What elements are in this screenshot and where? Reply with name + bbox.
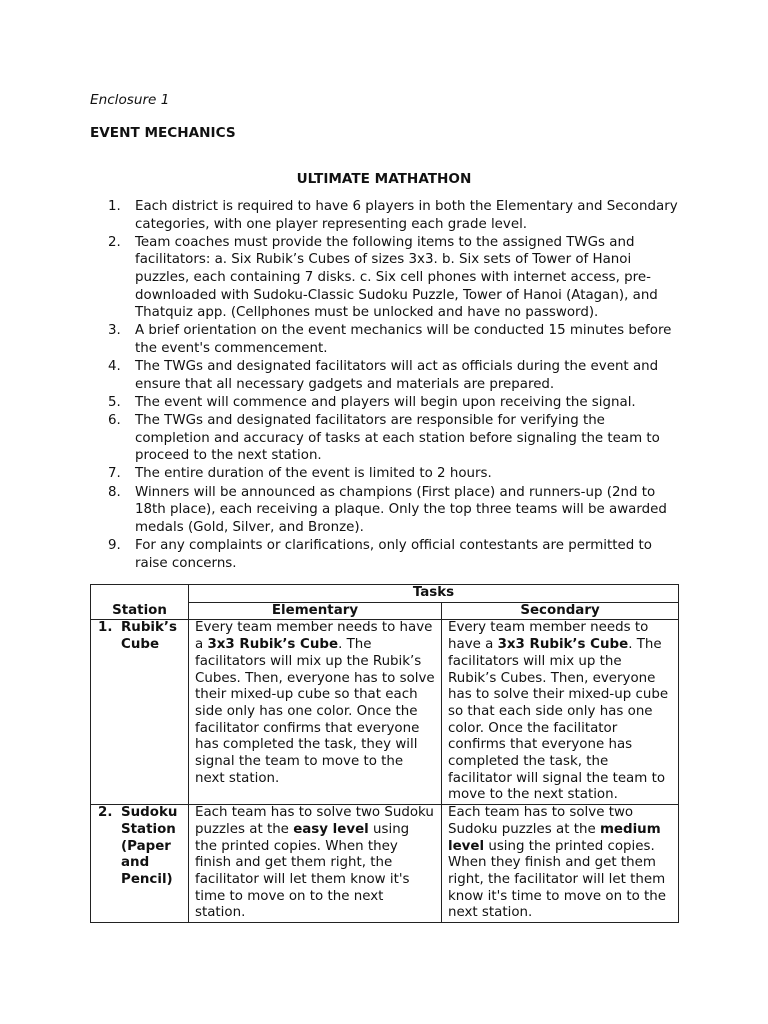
- secondary-task-cell: [442, 620, 679, 805]
- station-column-header: Station: [91, 585, 189, 620]
- rule-text: The TWGs and designated facilitators are responsible for verifying the completion and accuracy of tasks at each station before signaling the team to proceed to the next station.: [135, 413, 660, 464]
- task-emphasis: easy level: [293, 821, 369, 837]
- rule-text: The event will commence and players will begin upon receiving the signal.: [135, 394, 636, 410]
- task-text: Each team has to solve two Sudoku puzzles at the: [448, 805, 634, 837]
- rule-item: [108, 537, 680, 572]
- rule-number: 7.: [108, 466, 121, 482]
- task-emphasis: 3x3 Rubik’s Cube: [207, 637, 339, 653]
- document-title: ULTIMATE MATHATHON: [296, 171, 472, 187]
- tasks-table: [90, 584, 679, 923]
- task-text: Each team has to solve two Sudoku puzzles at the: [195, 805, 434, 837]
- rules-list: [90, 198, 680, 573]
- rule-number: 8.: [108, 484, 121, 500]
- rule-number: 3.: [108, 323, 121, 339]
- task-emphasis: medium level: [448, 821, 661, 854]
- task-text: Every team member needs to have a: [448, 620, 649, 653]
- rule-number: 9.: [108, 538, 121, 554]
- task-text: . The facilitators will mix up the Rubik’s Cubes. Then, everyone has to solve their mixed-up cube so that each side only has one color. Once the facilitator confirms that everyone has completed the task, they will signal the team to move to the next station.: [195, 637, 435, 786]
- table-header-row: [91, 585, 679, 603]
- rule-text: Each district is required to have 6 players in both the Elementary and Secondary categories, with one player representing each grade level.: [135, 199, 678, 232]
- rule-number: 2.: [108, 234, 121, 250]
- rule-text: Team coaches must provide the following items to the assigned TWGs and facilitators: a. Six Rubik’s Cubes of sizes 3x3. b. Six sets of Tower of Hanoi puzzles, each containing 7 disks. c. Six cell phones with internet access, pre-downloaded with Sudoku-Classic Sudoku Puzzle, Tower of Hanoi (Atagan), and Thatquiz app. (Cellphones must be unlocked and have no password).: [135, 234, 658, 321]
- station-name: Rubik’s Cube: [121, 620, 177, 653]
- rule-number: 1.: [108, 199, 121, 214]
- rule-text: The TWGs and designated facilitators will act as officials during the event and ensure that all necessary gadgets and materials are prepared.: [135, 359, 659, 392]
- task-text: using the printed copies. When they finish and get them right, the facilitator will let them know it's time to move on to the next station.: [195, 821, 410, 921]
- rule-item: [108, 394, 680, 412]
- rule-item: [108, 234, 680, 322]
- rule-item: [108, 322, 680, 357]
- rule-item: [108, 484, 680, 537]
- enclosure-label: Enclosure 1: [90, 92, 170, 108]
- elementary-column-header: Elementary: [189, 602, 442, 620]
- elementary-task-cell: [189, 805, 442, 923]
- elementary-task-cell: [189, 620, 442, 805]
- rule-text: The entire duration of the event is limited to 2 hours.: [135, 466, 492, 482]
- task-emphasis: 3x3 Rubik’s Cube: [497, 637, 629, 653]
- rule-number: 5.: [108, 394, 121, 410]
- rule-item: [108, 358, 680, 393]
- rule-text: Winners will be announced as champions (First place) and runners-up (2nd to 18th place), each receiving a plaque. Only the top three teams will be awarded medals (Gold, Silver, and Bronze).: [135, 484, 667, 535]
- secondary-task-cell: [442, 805, 679, 923]
- rule-text: For any complaints or clarifications, only official contestants are permitted to raise concerns.: [135, 538, 652, 571]
- section-title: EVENT MECHANICS: [90, 125, 236, 141]
- station-cell: [91, 805, 189, 923]
- table-row: [91, 805, 679, 923]
- station-name: Sudoku Station (Paper and Pencil): [121, 805, 178, 887]
- rule-number: 4.: [108, 359, 121, 375]
- rule-item: [108, 465, 680, 483]
- station-cell: [91, 620, 189, 805]
- station-number: 1.: [98, 620, 113, 636]
- tasks-column-header: Tasks: [189, 585, 679, 603]
- rule-text: A brief orientation on the event mechanics will be conducted 15 minutes before the event's commencement.: [135, 323, 672, 356]
- rule-number: 6.: [108, 413, 121, 429]
- rule-item: [108, 198, 680, 233]
- rule-item: [108, 412, 680, 465]
- table-row: [91, 620, 679, 805]
- secondary-column-header: Secondary: [442, 602, 679, 620]
- task-text: . The facilitators will mix up the Rubik’s Cubes. Then, everyone has to solve their mixed-up cube so that each side only has one color. Once the facilitator confirms that everyone has completed the task, the facilitator will signal the team to move to the next station.: [448, 637, 669, 803]
- station-number: 2.: [98, 805, 113, 821]
- task-text: Every team member needs to have a: [195, 620, 433, 653]
- task-text: using the printed copies. When they finish and get them right, the facilitator will let them know it's time to move on to the next station.: [448, 838, 667, 921]
